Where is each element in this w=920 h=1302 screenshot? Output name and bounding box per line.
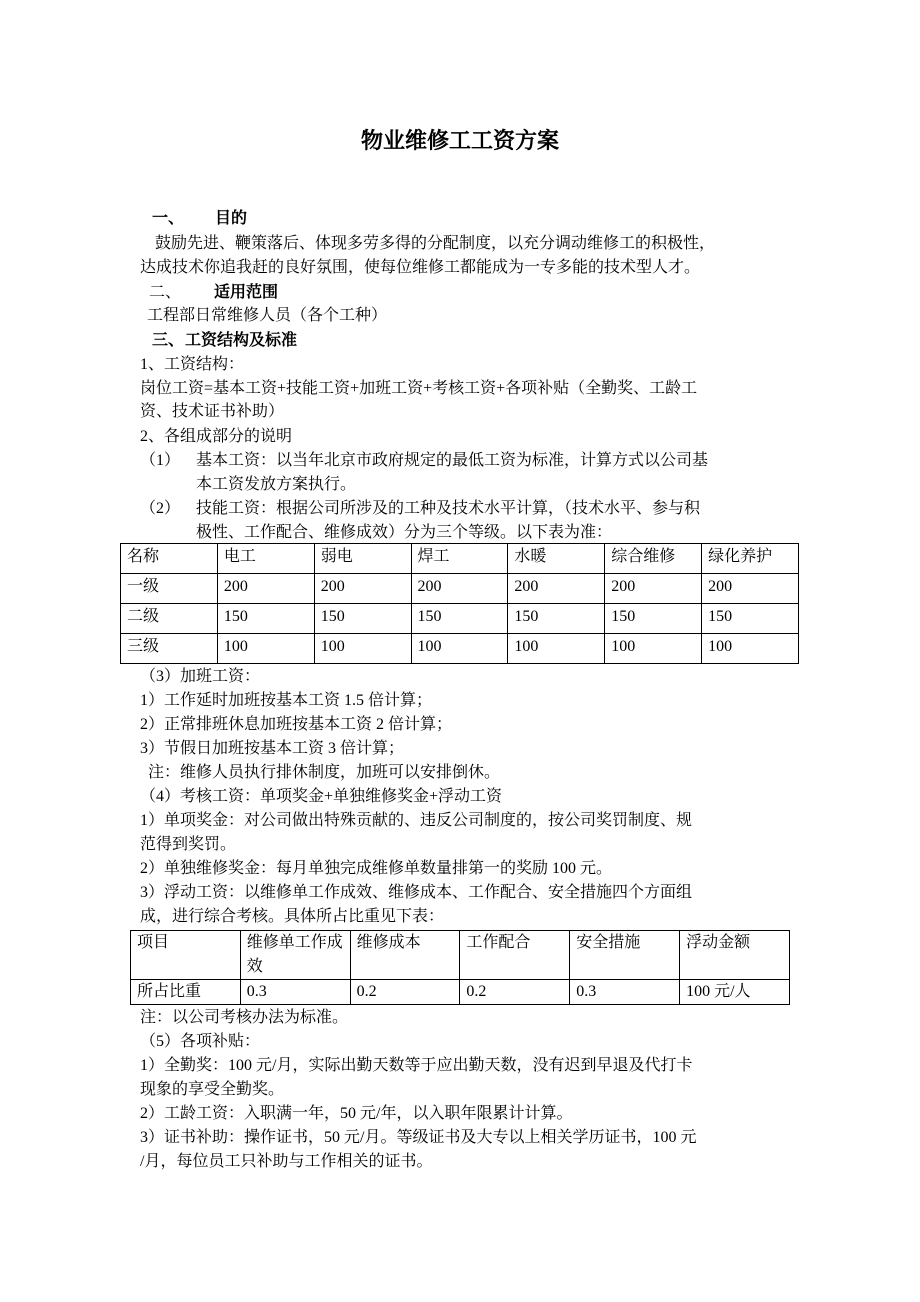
list-item: 3）浮动工资：以维修单工作成效、维修成本、工作配合、安全措施四个方面组 xyxy=(140,884,693,901)
table-row xyxy=(121,574,799,604)
table-row xyxy=(121,634,799,664)
document-title: 物业维修工工资方案 xyxy=(360,128,559,153)
item-number: （2） xyxy=(140,500,181,517)
table-header-row xyxy=(131,931,790,980)
item-number: （1） xyxy=(140,452,181,469)
floating-wage-table xyxy=(130,930,790,1005)
section-2-number: 二、 xyxy=(149,284,182,301)
list-item: 3）节假日加班按基本工资 3 倍计算； xyxy=(140,740,405,757)
table-cell: 150 xyxy=(702,604,799,634)
subsection-title: （5）各项补贴： xyxy=(140,1033,261,1050)
table-header-cell: 安全措施 xyxy=(570,931,680,980)
subsection-title: 1、工资结构： xyxy=(140,356,245,373)
list-item: 2）工龄工资：入职满一年，50 元/年，以入职年限累计计算。 xyxy=(140,1105,573,1122)
table-cell: 0.3 xyxy=(570,980,680,1005)
table-cell: 150 xyxy=(217,604,314,634)
note: 注：维修人员执行排休制度，加班可以安排倒休。 xyxy=(148,764,501,781)
table-header-cell: 工作配合 xyxy=(460,931,570,980)
table-row xyxy=(131,980,790,1005)
table-cell: 200 xyxy=(702,574,799,604)
table-header-cell: 维修成本 xyxy=(350,931,460,980)
table-header-row xyxy=(121,544,799,574)
list-item: 现象的享受全勤奖。 xyxy=(140,1081,285,1098)
list-item: 2）单独维修奖金：每月单独完成维修单数量排第一的奖励 100 元。 xyxy=(140,860,613,877)
section-3-number: 三、 xyxy=(152,332,185,349)
table-cell: 0.3 xyxy=(240,980,350,1005)
list-item: 2）正常排班休息加班按基本工资 2 倍计算； xyxy=(140,716,453,733)
table-cell: 200 xyxy=(314,574,411,604)
table-cell: 150 xyxy=(314,604,411,634)
list-item: 1）单项奖金：对公司做出特殊贡献的、违反公司制度的，按公司奖罚制度、规 xyxy=(140,812,693,829)
list-item: 1）全勤奖：100 元/月，实际出勤天数等于应出勤天数，没有迟到早退及代打卡 xyxy=(140,1057,693,1074)
table-cell: 200 xyxy=(605,574,702,604)
skill-wage-table xyxy=(120,543,799,664)
table-cell: 100 xyxy=(217,634,314,664)
table-cell: 150 xyxy=(508,604,605,634)
table-cell: 200 xyxy=(411,574,508,604)
section-3-heading: 工资结构及标准 xyxy=(185,332,298,349)
table-header-cell: 浮动金额 xyxy=(680,931,790,980)
table-cell: 100 xyxy=(605,634,702,664)
table-cell: 所占比重 xyxy=(131,980,241,1005)
table-header-cell: 综合维修 xyxy=(605,544,702,574)
list-item: /月，每位员工只补助与工作相关的证书。 xyxy=(140,1153,433,1170)
section-2-heading: 适用范围 xyxy=(214,284,279,301)
table-cell: 一级 xyxy=(121,574,218,604)
table-cell: 100 xyxy=(702,634,799,664)
paragraph-line: 本工资发放方案执行。 xyxy=(196,476,357,493)
table-cell: 150 xyxy=(605,604,702,634)
table-cell: 二级 xyxy=(121,604,218,634)
table-header-cell: 项目 xyxy=(131,931,241,980)
table-cell: 0.2 xyxy=(350,980,460,1005)
table-cell: 150 xyxy=(411,604,508,634)
subsection-title: 2、各组成部分的说明 xyxy=(140,428,293,445)
list-item: 成，进行综合考核。具体所占比重见下表： xyxy=(140,908,445,925)
paragraph-line: 技能工资：根据公司所涉及的工种及技术水平计算，（技术水平、参与积 xyxy=(196,500,701,517)
section-1-text: 达成技术你追我赶的良好氛围，使每位维修工都能成为一专多能的技术型人才。 xyxy=(140,259,701,276)
table-header-cell: 维修单工作成效 xyxy=(240,931,350,980)
table-header-cell: 水暖 xyxy=(508,544,605,574)
paragraph-line: 基本工资：以当年北京市政府规定的最低工资为标准，计算方式以公司基 xyxy=(196,452,709,469)
table-cell: 100 xyxy=(411,634,508,664)
table-header-cell: 电工 xyxy=(217,544,314,574)
table-cell: 200 xyxy=(217,574,314,604)
paragraph-line: 岗位工资=基本工资+技能工资+加班工资+考核工资+各项补贴（全勤奖、工龄工 xyxy=(140,380,698,397)
subsection-title: （4）考核工资：单项奖金+单独维修奖金+浮动工资 xyxy=(140,788,503,805)
section-1-number: 一、 xyxy=(152,210,185,227)
table-cell: 三级 xyxy=(121,634,218,664)
table-row xyxy=(121,604,799,634)
paragraph-line: 资、技术证书补助） xyxy=(140,403,285,420)
table-cell: 100 xyxy=(314,634,411,664)
table-cell: 0.2 xyxy=(460,980,570,1005)
table-cell: 100 元/人 xyxy=(680,980,790,1005)
section-1-text: 鼓励先进、鞭策落后、体现多劳多得的分配制度，以充分调动维修工的积极性， xyxy=(155,235,716,252)
list-item: 3）证书补助：操作证书，50 元/月。等级证书及大专以上相关学历证书，100 元 xyxy=(140,1129,697,1146)
table-header-cell: 弱电 xyxy=(314,544,411,574)
table-header-cell: 焊工 xyxy=(411,544,508,574)
table-cell: 200 xyxy=(508,574,605,604)
table-header-cell: 绿化养护 xyxy=(702,544,799,574)
subsection-title: （3）加班工资： xyxy=(140,668,261,685)
section-1-heading: 目的 xyxy=(215,210,248,227)
list-item: 1）工作延时加班按基本工资 1.5 倍计算； xyxy=(140,692,433,709)
note: 注：以公司考核办法为标准。 xyxy=(140,1009,349,1026)
table-cell: 100 xyxy=(508,634,605,664)
section-2-text: 工程部日常维修人员（各个工种） xyxy=(147,307,388,324)
table-header-cell: 名称 xyxy=(121,544,218,574)
list-item: 范得到奖罚。 xyxy=(140,836,237,853)
paragraph-line: 极性、工作配合、维修成效）分为三个等级。以下表为准： xyxy=(196,524,613,541)
